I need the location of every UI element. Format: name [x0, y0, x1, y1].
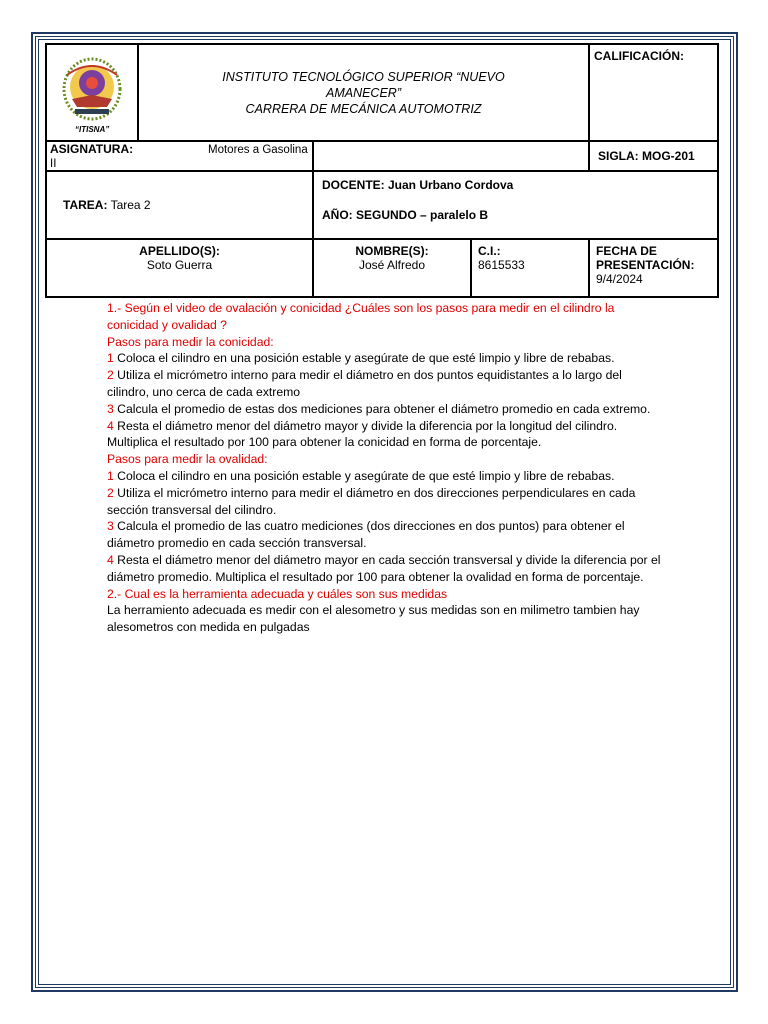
surname-cell	[46, 239, 313, 297]
list-item: 3 Calcula el promedio de estas dos mediciones para obtener el diámetro promedio en cada extremo.	[107, 401, 651, 416]
list-item: 4 Resta el diámetro menor del diámetro mayor y divide la diferencia por la longitud del cilindro. Multiplica el resultado por 100 para obtener la conicidad en forma de porcentaje.	[107, 418, 618, 450]
ovality-heading: Pasos para medir la ovalidad:	[107, 452, 268, 467]
subject-label: ASIGNATURA:	[50, 142, 134, 156]
id-label: C.I.:	[478, 244, 501, 258]
task-value: Tarea 2	[110, 198, 151, 212]
institute-name-line2: AMANECER”	[325, 85, 401, 100]
name-cell	[313, 239, 471, 297]
task-label: TAREA:	[63, 198, 108, 212]
task-cell	[46, 171, 313, 239]
name-label: NOMBRE(S):	[355, 244, 429, 258]
career-name: CARRERA DE MECÁNICA AUTOMOTRIZ	[245, 101, 482, 116]
surname-label: APELLIDO(S):	[139, 244, 220, 258]
question-2: 2.- Cual es la herramienta adecuada y cuáles son sus medidas	[107, 586, 448, 601]
grade-cell	[589, 44, 718, 141]
surname-value: Soto Guerra	[146, 258, 213, 272]
list-item: 2 Utiliza el micrómetro interno para medir el diámetro en dos direcciones perpendiculares en cada sección transversal del cilindro.	[107, 485, 636, 517]
subject-row	[46, 141, 313, 171]
date-label: FECHA DE PRESENTACIÓN:	[596, 244, 695, 272]
institute-title	[138, 44, 589, 141]
id-value: 8615533	[478, 258, 525, 272]
date-value: 9/4/2024	[596, 272, 643, 286]
code-cell	[589, 141, 718, 171]
list-item: 1 Coloca el cilindro en una posición estable y asegúrate de que esté limpio y libre de rebabas.	[107, 468, 615, 483]
course-code: SIGLA: MOG-201	[598, 149, 695, 163]
date-cell	[589, 239, 718, 297]
logo-caption: “ITISNA”	[75, 125, 110, 134]
id-cell	[471, 239, 589, 297]
conicity-heading: Pasos para medir la conicidad:	[107, 334, 274, 349]
answer-body	[107, 300, 667, 636]
teacher: DOCENTE: Juan Urbano Cordova	[322, 178, 514, 192]
list-item: 2 Utiliza el micrómetro interno para medir el diámetro en dos puntos equidistantes a lo largo del cilindro, uno cerca de cada extremo	[107, 368, 622, 399]
teacher-year-cell	[313, 171, 718, 239]
list-item: 1 Coloca el cilindro en una posición estable y asegúrate de que esté limpio y libre de rebabas.	[107, 351, 615, 366]
header-table	[45, 43, 719, 298]
answer-2: La herramiento adecuada es medir con el alesometro y sus medidas son en milimetro tambien hay alesometros con medida en pulgadas	[107, 603, 640, 635]
logo-cell	[46, 44, 138, 141]
subject-value: Motores a Gasolina II	[50, 144, 308, 170]
list-item: 4 Resta el diámetro menor del diámetro mayor en cada sección transversal y divide la diferencia por el diámetro promedio. Multiplica el resultado por 100 para obtener la ovalidad en forma de porcentaje.	[107, 552, 661, 584]
list-item: 3 Calcula el promedio de las cuatro mediciones (dos direcciones en dos puntos) para obtener el diámetro promedio en cada sección transversal.	[107, 519, 625, 551]
name-value: José Alfredo	[358, 258, 426, 272]
grade-label: CALIFICACIÓN:	[594, 49, 684, 63]
institute-name-line1: INSTITUTO TECNOLÓGICO SUPERIOR “NUEVO	[222, 69, 505, 84]
institute-logo	[47, 47, 137, 127]
school-year: AÑO: SEGUNDO – paralelo B	[322, 208, 489, 222]
question-1: 1.- Según el video de ovalación y conicidad ¿Cuáles son los pasos para medir en el cilindro la conicidad y ovalidad ?	[107, 301, 615, 332]
